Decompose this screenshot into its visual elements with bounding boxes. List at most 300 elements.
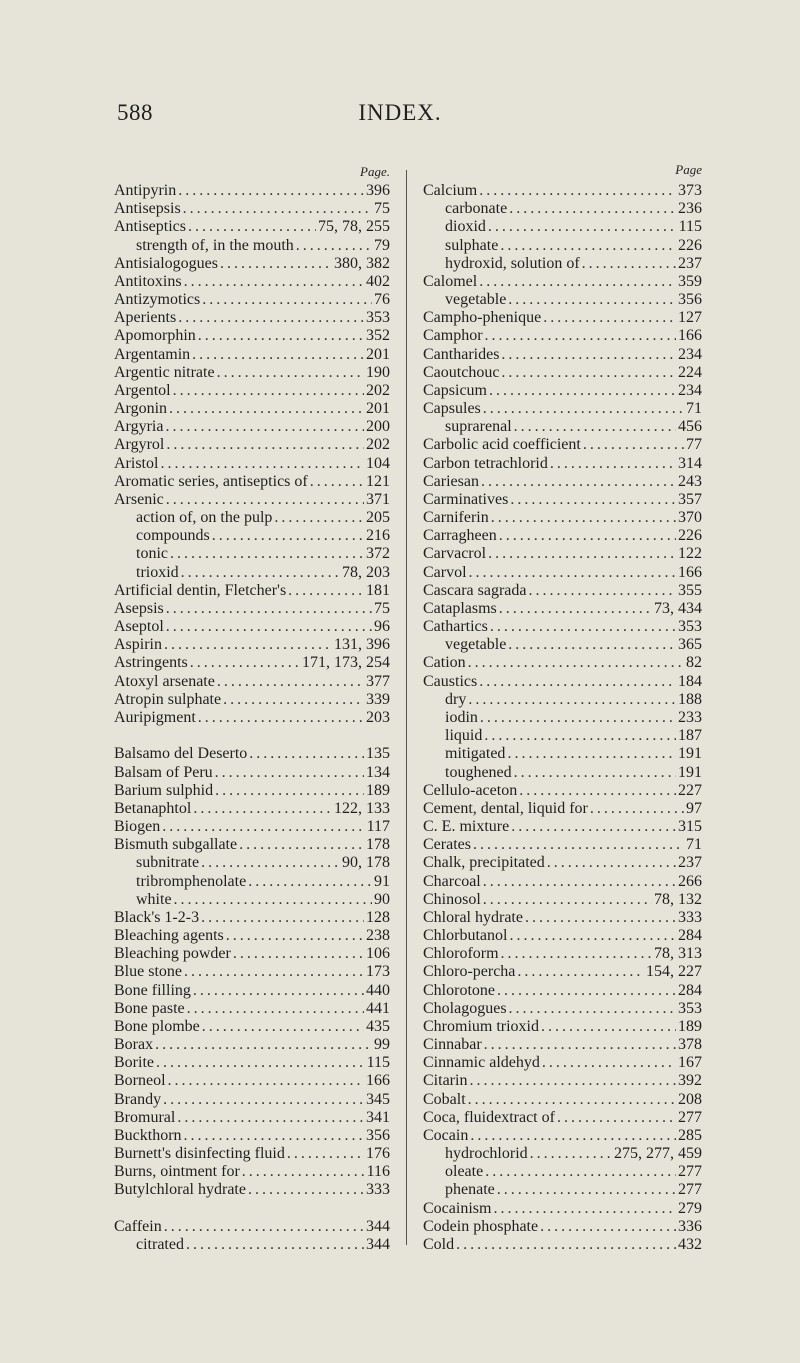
dot-leader bbox=[188, 218, 316, 236]
index-entry bbox=[423, 564, 702, 582]
dot-leader bbox=[217, 673, 364, 691]
entry-term: Arsenic bbox=[114, 490, 164, 508]
entry-pages: 237 bbox=[678, 254, 702, 272]
entry-term: Bismuth subgallate bbox=[114, 836, 238, 854]
dot-leader bbox=[484, 1036, 676, 1054]
dot-leader bbox=[547, 854, 676, 872]
dot-leader bbox=[178, 309, 364, 327]
index-entry bbox=[423, 346, 702, 364]
dot-leader bbox=[187, 1000, 364, 1018]
entry-pages: 205 bbox=[366, 509, 390, 527]
entry-term: Capsicum bbox=[423, 381, 487, 399]
dot-leader bbox=[287, 1145, 364, 1163]
index-subentry bbox=[423, 200, 702, 218]
dot-leader bbox=[501, 346, 676, 364]
entry-pages: 355 bbox=[678, 581, 702, 599]
entry-term: Buckthorn bbox=[114, 1126, 182, 1144]
index-entry bbox=[423, 927, 702, 945]
index-subentry bbox=[114, 1236, 390, 1254]
dot-leader bbox=[192, 346, 364, 364]
index-subentry bbox=[423, 764, 702, 782]
dot-leader bbox=[509, 927, 676, 945]
entry-term: Atropin sulphate bbox=[114, 690, 222, 708]
entry-term: Chloroform bbox=[423, 945, 499, 963]
dot-leader bbox=[169, 400, 364, 418]
entry-term: Bone plombe bbox=[114, 1017, 200, 1035]
index-subentry bbox=[423, 255, 702, 273]
index-entry bbox=[114, 382, 390, 400]
dot-leader bbox=[468, 1091, 676, 1109]
dot-leader bbox=[497, 982, 676, 1000]
entry-pages: 345 bbox=[366, 1090, 390, 1108]
dot-leader bbox=[248, 873, 372, 891]
entry-pages: 122 bbox=[678, 545, 702, 563]
entry-pages: 104 bbox=[366, 454, 390, 472]
entry-pages: 356 bbox=[366, 1126, 390, 1144]
dot-leader bbox=[525, 909, 676, 927]
entry-pages: 184 bbox=[678, 672, 702, 690]
entry-term: Argentic nitrate bbox=[114, 363, 215, 381]
dot-leader bbox=[490, 618, 676, 636]
entry-pages: 201 bbox=[366, 400, 390, 418]
index-subentry bbox=[114, 237, 390, 255]
entry-pages: 380, 382 bbox=[334, 254, 390, 272]
entry-pages: 77 bbox=[686, 436, 702, 454]
entry-term: Astringents bbox=[114, 654, 188, 672]
dot-leader bbox=[483, 873, 676, 891]
entry-pages: 365 bbox=[678, 636, 702, 654]
index-entry bbox=[423, 382, 702, 400]
dot-leader bbox=[173, 382, 364, 400]
entry-pages: 202 bbox=[366, 436, 390, 454]
dot-leader bbox=[155, 1036, 372, 1054]
entry-pages: 203 bbox=[366, 708, 390, 726]
column-divider bbox=[406, 170, 407, 1245]
dot-leader bbox=[590, 800, 684, 818]
index-entry bbox=[423, 945, 702, 963]
index-entry bbox=[114, 1145, 390, 1163]
running-head-title: INDEX. bbox=[358, 100, 442, 125]
entry-pages: 131, 396 bbox=[334, 636, 390, 654]
entry-term: liquid bbox=[445, 727, 483, 745]
index-subentry bbox=[114, 564, 390, 582]
dot-leader bbox=[514, 418, 676, 436]
entry-term: hydroxid, solution of bbox=[445, 254, 580, 272]
index-entry bbox=[423, 491, 702, 509]
entry-pages: 202 bbox=[366, 381, 390, 399]
entry-term: dry bbox=[445, 690, 467, 708]
dot-leader bbox=[483, 891, 652, 909]
entry-pages: 344 bbox=[366, 1235, 390, 1253]
index-column-left bbox=[114, 164, 390, 1254]
dot-leader bbox=[156, 1054, 365, 1072]
index-entry bbox=[423, 800, 702, 818]
dot-leader bbox=[542, 1054, 676, 1072]
entry-pages: 333 bbox=[678, 908, 702, 926]
entry-term: Aperients bbox=[114, 309, 177, 327]
entry-pages: 115 bbox=[678, 218, 702, 236]
dot-leader bbox=[509, 200, 676, 218]
dot-leader bbox=[296, 237, 372, 255]
entry-pages: 234 bbox=[678, 381, 702, 399]
dot-leader bbox=[508, 291, 676, 309]
entry-pages: 79 bbox=[374, 236, 390, 254]
dot-leader bbox=[233, 945, 364, 963]
entry-pages: 166 bbox=[678, 563, 702, 581]
dot-leader bbox=[543, 309, 676, 327]
entry-term: Antiseptics bbox=[114, 218, 186, 236]
index-entry-list bbox=[423, 182, 702, 1254]
entry-pages: 353 bbox=[366, 309, 390, 327]
entry-term: Cascara sagrada bbox=[423, 581, 527, 599]
index-entry bbox=[423, 1109, 702, 1127]
entry-term: Black's 1-2-3 bbox=[114, 908, 200, 926]
index-entry bbox=[423, 1127, 702, 1145]
entry-pages: 314 bbox=[678, 454, 702, 472]
index-entry bbox=[114, 309, 390, 327]
index-entry bbox=[423, 1054, 702, 1072]
index-entry bbox=[423, 982, 702, 1000]
entry-pages: 371 bbox=[366, 490, 390, 508]
dot-leader bbox=[162, 818, 364, 836]
entry-term: Cocainism bbox=[423, 1199, 492, 1217]
index-entry bbox=[114, 273, 390, 291]
entry-pages: 135 bbox=[366, 745, 390, 763]
entry-term: C. E. mixture bbox=[423, 818, 510, 836]
index-entry bbox=[423, 891, 702, 909]
entry-term: Chromium trioxid bbox=[423, 1017, 539, 1035]
entry-term: Burns, ointment for bbox=[114, 1163, 240, 1181]
entry-pages: 275, 277, 459 bbox=[614, 1145, 702, 1163]
entry-term: Borneol bbox=[114, 1072, 166, 1090]
index-entry bbox=[423, 182, 702, 200]
entry-pages: 176 bbox=[366, 1145, 390, 1163]
index-entry bbox=[114, 691, 390, 709]
entry-pages: 284 bbox=[678, 927, 702, 945]
dot-leader bbox=[202, 1018, 364, 1036]
entry-term: vegetable bbox=[445, 291, 507, 309]
dot-leader bbox=[501, 945, 652, 963]
entry-pages: 344 bbox=[366, 1217, 390, 1235]
index-entry bbox=[423, 1072, 702, 1090]
entry-term: Aristol bbox=[114, 454, 159, 472]
entry-pages: 279 bbox=[678, 1199, 702, 1217]
section-gap bbox=[114, 727, 390, 745]
index-entry bbox=[423, 836, 702, 854]
index-entry bbox=[423, 854, 702, 872]
entry-term: Chlorotone bbox=[423, 981, 495, 999]
entry-pages: 117 bbox=[366, 818, 390, 836]
index-entry bbox=[423, 1200, 702, 1218]
index-entry bbox=[423, 309, 702, 327]
entry-pages: 121 bbox=[366, 472, 390, 490]
entry-term: Cement, dental, liquid for bbox=[423, 799, 588, 817]
index-entry bbox=[423, 400, 702, 418]
dot-leader bbox=[166, 618, 372, 636]
entry-pages: 97 bbox=[686, 799, 702, 817]
entry-term: Cathartics bbox=[423, 618, 488, 636]
entry-pages: 378 bbox=[678, 1036, 702, 1054]
dot-leader bbox=[456, 1236, 676, 1254]
entry-pages: 73, 434 bbox=[654, 599, 702, 617]
entry-term: oleate bbox=[445, 1163, 484, 1181]
index-entry bbox=[114, 600, 390, 618]
entry-pages: 122, 133 bbox=[334, 799, 390, 817]
dot-leader bbox=[509, 1000, 676, 1018]
dot-leader bbox=[223, 691, 364, 709]
entry-pages: 284 bbox=[678, 981, 702, 999]
dot-leader bbox=[164, 636, 332, 654]
index-entry bbox=[114, 291, 390, 309]
entry-pages: 392 bbox=[678, 1072, 702, 1090]
dot-leader bbox=[178, 182, 364, 200]
dot-leader bbox=[501, 364, 676, 382]
entry-term: citrated bbox=[136, 1235, 184, 1253]
index-entry bbox=[423, 1218, 702, 1236]
dot-leader bbox=[470, 1127, 676, 1145]
index-subentry bbox=[114, 891, 390, 909]
dot-leader bbox=[184, 273, 364, 291]
entry-term: trioxid bbox=[136, 563, 179, 581]
entry-term: Cinnabar bbox=[423, 1036, 482, 1054]
entry-term: Barium sulphid bbox=[114, 781, 214, 799]
entry-term: Burnett's disinfecting fluid bbox=[114, 1145, 285, 1163]
entry-pages: 226 bbox=[678, 236, 702, 254]
entry-term: Chloral hydrate bbox=[423, 908, 523, 926]
index-entry bbox=[114, 764, 390, 782]
entry-term: hydrochlorid bbox=[445, 1145, 528, 1163]
entry-term: Butylchloral hydrate bbox=[114, 1181, 246, 1199]
dot-leader bbox=[201, 909, 364, 927]
index-entry bbox=[114, 782, 390, 800]
entry-term: vegetable bbox=[445, 636, 507, 654]
index-entry bbox=[114, 418, 390, 436]
entry-pages: 191 bbox=[678, 745, 702, 763]
entry-pages: 285 bbox=[678, 1126, 702, 1144]
entry-pages: 352 bbox=[366, 327, 390, 345]
dot-leader bbox=[500, 237, 676, 255]
dot-leader bbox=[166, 491, 364, 509]
dot-leader bbox=[183, 200, 372, 218]
index-entry bbox=[114, 364, 390, 382]
entry-pages: 396 bbox=[366, 182, 390, 199]
entry-term: Chalk, precipitated bbox=[423, 854, 545, 872]
entry-pages: 237 bbox=[678, 854, 702, 872]
entry-pages: 187 bbox=[678, 727, 702, 745]
entry-term: Artificial dentin, Fletcher's bbox=[114, 581, 287, 599]
dot-leader bbox=[541, 1018, 676, 1036]
entry-term: toughened bbox=[445, 763, 512, 781]
index-entry bbox=[114, 963, 390, 981]
dot-leader bbox=[485, 327, 676, 345]
dot-leader bbox=[497, 1181, 676, 1199]
entry-pages: 372 bbox=[366, 545, 390, 563]
entry-term: Antisialogogues bbox=[114, 254, 218, 272]
entry-term: Capsules bbox=[423, 400, 481, 418]
entry-pages: 277 bbox=[678, 1163, 702, 1181]
dot-leader bbox=[491, 509, 676, 527]
dot-leader bbox=[550, 455, 676, 473]
index-entry bbox=[423, 818, 702, 836]
index-subentry bbox=[423, 237, 702, 255]
dot-leader bbox=[583, 436, 684, 454]
entry-pages: 402 bbox=[366, 272, 390, 290]
index-entry bbox=[423, 473, 702, 491]
index-entry bbox=[114, 582, 390, 600]
entry-term: Biogen bbox=[114, 818, 161, 836]
dot-leader bbox=[469, 1072, 676, 1090]
dot-leader bbox=[288, 582, 364, 600]
index-entry bbox=[423, 545, 702, 563]
entry-pages: 435 bbox=[366, 1017, 390, 1035]
index-entry bbox=[114, 1018, 390, 1036]
entry-pages: 173 bbox=[366, 963, 390, 981]
entry-term: Chlorbutanol bbox=[423, 927, 508, 945]
dot-leader bbox=[540, 1218, 676, 1236]
entry-pages: 71 bbox=[686, 400, 702, 418]
index-entry bbox=[114, 1163, 390, 1181]
section-gap bbox=[114, 1200, 390, 1218]
dot-leader bbox=[479, 673, 676, 691]
entry-pages: 178 bbox=[366, 836, 390, 854]
entry-term: Argentol bbox=[114, 381, 171, 399]
index-entry bbox=[423, 327, 702, 345]
entry-term: Bleaching powder bbox=[114, 945, 231, 963]
index-subentry bbox=[423, 1181, 702, 1199]
entry-term: Bromural bbox=[114, 1108, 176, 1126]
index-entry bbox=[114, 1036, 390, 1054]
dot-leader bbox=[511, 818, 676, 836]
entry-term: Borite bbox=[114, 1054, 154, 1072]
entry-pages: 99 bbox=[374, 1036, 390, 1054]
entry-term: Charcoal bbox=[423, 872, 481, 890]
dot-leader bbox=[480, 709, 676, 727]
entry-term: Caustics bbox=[423, 672, 478, 690]
entry-term: Betanaphtol bbox=[114, 799, 192, 817]
dot-leader bbox=[201, 854, 340, 872]
dot-leader bbox=[166, 600, 372, 618]
index-subentry bbox=[423, 418, 702, 436]
index-subentry bbox=[423, 218, 702, 236]
dot-leader bbox=[215, 782, 364, 800]
entry-term: Argyrol bbox=[114, 436, 165, 454]
dot-leader bbox=[473, 836, 684, 854]
entry-pages: 171, 173, 254 bbox=[302, 654, 390, 672]
entry-pages: 115 bbox=[366, 1054, 390, 1072]
index-entry bbox=[114, 1072, 390, 1090]
dot-leader bbox=[164, 1218, 364, 1236]
entry-pages: 370 bbox=[678, 509, 702, 527]
entry-pages: 188 bbox=[678, 690, 702, 708]
entry-term: Bone filling bbox=[114, 981, 191, 999]
index-subentry bbox=[423, 691, 702, 709]
entry-pages: 116 bbox=[366, 1163, 390, 1181]
entry-pages: 106 bbox=[366, 945, 390, 963]
entry-term: Antipyrin bbox=[114, 182, 177, 199]
entry-term: Brandy bbox=[114, 1090, 162, 1108]
entry-term: Borax bbox=[114, 1036, 154, 1054]
entry-pages: 78, 313 bbox=[654, 945, 702, 963]
entry-pages: 96 bbox=[374, 618, 390, 636]
dot-leader bbox=[469, 564, 676, 582]
entry-pages: 91 bbox=[374, 872, 390, 890]
entry-pages: 167 bbox=[678, 1054, 702, 1072]
entry-term: Chloro-percha bbox=[423, 963, 516, 981]
dot-leader bbox=[484, 727, 676, 745]
index-entry bbox=[114, 636, 390, 654]
entry-term: tribromphenolate bbox=[136, 872, 247, 890]
index-entry bbox=[423, 509, 702, 527]
index-entry bbox=[114, 255, 390, 273]
index-entry bbox=[114, 455, 390, 473]
index-entry bbox=[114, 473, 390, 491]
dot-leader bbox=[514, 764, 676, 782]
entry-pages: 336 bbox=[678, 1217, 702, 1235]
page-column-label: Page bbox=[675, 162, 702, 177]
index-entry bbox=[423, 963, 702, 981]
entry-pages: 333 bbox=[366, 1181, 390, 1199]
dot-leader bbox=[479, 273, 676, 291]
index-entry bbox=[423, 1236, 702, 1254]
entry-pages: 78, 132 bbox=[654, 890, 702, 908]
dot-leader bbox=[186, 1236, 364, 1254]
dot-leader bbox=[226, 927, 364, 945]
dot-leader bbox=[193, 800, 332, 818]
index-entry bbox=[114, 800, 390, 818]
index-entry bbox=[114, 436, 390, 454]
entry-pages: 236 bbox=[678, 200, 702, 218]
entry-pages: 353 bbox=[678, 999, 702, 1017]
index-entry bbox=[423, 909, 702, 927]
index-entry bbox=[423, 673, 702, 691]
dot-leader bbox=[517, 963, 644, 981]
entry-term: Atoxyl arsenate bbox=[114, 672, 215, 690]
entry-term: compounds bbox=[136, 527, 210, 545]
dot-leader bbox=[493, 1200, 676, 1218]
entry-term: Aspirin bbox=[114, 636, 162, 654]
dot-leader bbox=[488, 218, 677, 236]
index-entry bbox=[114, 346, 390, 364]
index-subentry bbox=[423, 745, 702, 763]
entry-pages: 75 bbox=[374, 200, 390, 218]
index-entry bbox=[423, 455, 702, 473]
index-entry bbox=[114, 709, 390, 727]
index-entry-list bbox=[114, 182, 390, 1254]
index-entry bbox=[114, 927, 390, 945]
index-subentry bbox=[114, 509, 390, 527]
dot-leader bbox=[510, 491, 676, 509]
entry-term: Carbolic acid coefficient bbox=[423, 436, 581, 454]
entry-pages: 71 bbox=[686, 836, 702, 854]
entry-term: Caoutchouc bbox=[423, 363, 500, 381]
entry-pages: 128 bbox=[366, 908, 390, 926]
entry-term: action of, on the pulp bbox=[136, 509, 273, 527]
index-subentry bbox=[423, 727, 702, 745]
index-subentry bbox=[423, 1145, 702, 1163]
entry-term: suprarenal bbox=[445, 418, 512, 436]
entry-pages: 277 bbox=[678, 1108, 702, 1126]
dot-leader bbox=[529, 582, 677, 600]
dot-leader bbox=[160, 455, 364, 473]
entry-term: Camphor bbox=[423, 327, 483, 345]
entry-term: Carminatives bbox=[423, 490, 509, 508]
entry-pages: 315 bbox=[678, 818, 702, 836]
index-entry bbox=[114, 745, 390, 763]
entry-term: Antizymotics bbox=[114, 291, 201, 309]
page-number: 588 bbox=[117, 100, 153, 125]
index-subentry bbox=[114, 545, 390, 563]
entry-term: Calcium bbox=[423, 182, 478, 199]
